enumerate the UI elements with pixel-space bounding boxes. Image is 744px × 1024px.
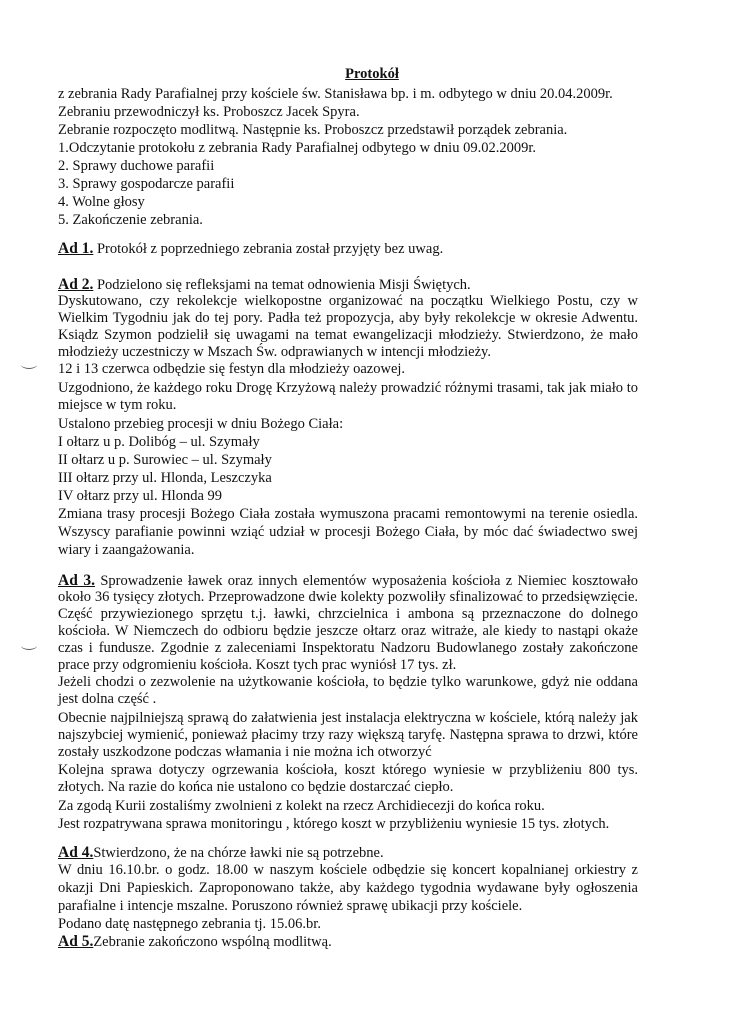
ad3-text: Sprowadzenie ławek oraz innych elementów wyposażenia kościoła z Niemiec kosztowało bbox=[95, 573, 638, 589]
ad4-line: parafialne i intencje mszalne. Poruszono również sprawę ubikacji przy kościele. bbox=[58, 898, 523, 914]
ad3-line: Kolejna sprawa dotyczy ogrzewania kościoła, koszt którego wyniesie w przybliżeniu 800 tys. bbox=[58, 762, 638, 778]
ad2-line: I ołtarz u p. Dolibóg – ul. Szymały bbox=[58, 434, 260, 450]
agenda-item: 3. Sprawy gospodarcze parafii bbox=[58, 176, 235, 192]
ad2-line: Wielkim Tygodniu jak do tej pory. Padła też propozycja, aby były rekolekcje w okresie Adwentu. bbox=[58, 310, 638, 326]
ad3-line: zostały uszkodzone podczas włamania i nie można ich otworzyć bbox=[58, 744, 432, 760]
ad3-line: Jeżeli chodzi o zezwolenie na użytkowanie kościoła, to będzie tylko warunkowe, gdyż nie oddana bbox=[58, 674, 638, 690]
ad4-line bbox=[58, 844, 638, 862]
ad3-line: jest dolna część . bbox=[58, 691, 157, 707]
ad3-line: Jest rozpatrywana sprawa monitoringu , którego koszt w przybliżeniu wyniesie 15 tys. złotych. bbox=[58, 816, 610, 832]
ad2-line: III ołtarz przy ul. Hlonda, Leszczyka bbox=[58, 470, 272, 486]
ad2-line: II ołtarz u p. Surowiec – ul. Szymały bbox=[58, 452, 272, 468]
ad2-line: młodzieży uczestniczy w Mszach Św. odprawianych w intencji młodzieży. bbox=[58, 344, 491, 360]
ad2-line: Wszyscy parafianie powinni wziąć udział w procesji Bożego Ciała, by móc dać świadectwo swej bbox=[58, 524, 638, 540]
ad3-line bbox=[58, 572, 638, 590]
ad3-line: Obecnie najpilniejszą sprawą do załatwienia jest instalacja elektryczna w kościele, którą należy jak bbox=[58, 710, 638, 726]
ad3-heading: Ad 3. bbox=[58, 572, 96, 589]
ad2-line bbox=[58, 276, 638, 294]
agenda-item: 4. Wolne głosy bbox=[58, 194, 145, 210]
intro-line: Zebranie rozpoczęto modlitwą. Następnie ks. Proboszcz przedstawił porządek zebrania. bbox=[58, 122, 568, 138]
ad2-line: miejsce w tym roku. bbox=[58, 397, 177, 413]
document-title: Protokół bbox=[345, 66, 399, 82]
intro-line: z zebrania Rady Parafialnej przy kościele św. Stanisława bp. i m. odbytego w dniu 20.04.2009r. bbox=[58, 86, 613, 102]
ad2-line: Ustalono przebieg procesji w dniu Bożego Ciała: bbox=[58, 416, 344, 432]
ad1-line bbox=[58, 240, 638, 258]
ad3-line: kościoła. W Niemczech do odbioru będzie jeszcze ołtarz oraz witraże, ale kiedy to nastąpi okaże bbox=[58, 623, 638, 639]
ad1-text: Protokół z poprzedniego zebrania został przyjęty bez uwag. bbox=[93, 241, 444, 257]
ad2-line: Dyskutowano, czy rekolekcje wielkopostne organizować na początku Wielkiego Postu, czy w bbox=[58, 293, 638, 309]
ad2-text: Podzielono się refleksjami na temat odnowienia Misji Świętych. bbox=[93, 277, 471, 293]
ad5-text: Zebranie zakończono wspólną modlitwą. bbox=[93, 934, 332, 950]
ad4-text: Stwierdzono, że na chórze ławki nie są potrzebne. bbox=[93, 845, 384, 861]
ad2-line: wiary i zaangażowania. bbox=[58, 542, 195, 558]
ad2-line: IV ołtarz przy ul. Hlonda 99 bbox=[58, 488, 223, 504]
ad3-line: prace przy odgromieniu kościoła. Koszt tych prac wyniósł 17 tys. zł. bbox=[58, 657, 457, 673]
ad1-heading: Ad 1. bbox=[58, 240, 94, 257]
intro-line: Zebraniu przewodniczył ks. Proboszcz Jacek Spyra. bbox=[58, 104, 360, 120]
ad3-line: czas i fundusze. Zgodnie z zaleceniami Inspektoratu Nadzoru Budowlanego zostały zakończone bbox=[58, 640, 638, 656]
agenda-item: 2. Sprawy duchowe parafii bbox=[58, 158, 215, 174]
ad2-heading: Ad 2. bbox=[58, 276, 94, 293]
ad4-heading: Ad 4. bbox=[58, 844, 94, 861]
ad2-line: 12 i 13 czerwca odbędzie się festyn dla młodzieży oazowej. bbox=[58, 361, 406, 377]
ad3-line: około 36 tysięcy złotych. Przeprowadzone dwie kolekty pozwoliły sfinalizować to przedsięwzięcie. bbox=[58, 589, 638, 605]
ad2-line: Ksiądz Szymon podzielił się uwagami na temat ewangelizacji młodzieży. Stwierdzono, że mało bbox=[58, 327, 638, 343]
ad5-heading: Ad 5. bbox=[58, 933, 94, 950]
margin-mark bbox=[21, 641, 37, 650]
ad4-line: W dniu 16.10.br. o godz. 18.00 w naszym kościele odbędzie się koncert kopalnianej orkiestry z bbox=[58, 862, 638, 878]
agenda-item: 5. Zakończenie zebrania. bbox=[58, 212, 203, 228]
ad5-line bbox=[58, 933, 638, 951]
ad2-line: Uzgodniono, że każdego roku Drogę Krzyżową należy prowadzić różnymi trasami, tak jak miało to bbox=[58, 380, 638, 396]
ad3-line: najszybciej wymienić, ponieważ płacimy trzy razy większą taryfę. Następna sprawa to drzwi, które bbox=[58, 727, 638, 743]
ad4-line: Podano datę następnego zebrania tj. 15.06.br. bbox=[58, 916, 321, 932]
ad3-line: złotych. Na razie do końca nie ustalono co będzie dostarczać ciepło. bbox=[58, 779, 454, 795]
ad4-line: okazji Dni Papieskich. Zaproponowano także, aby każdego tygodnia wydawane były ogłoszenia bbox=[58, 880, 638, 896]
agenda-item: 1.Odczytanie protokołu z zebrania Rady Parafialnej odbytego w dniu 09.02.2009r. bbox=[58, 140, 536, 156]
ad3-line: Część przywiezionego sprzętu t.j. ławki, chrzcielnica i ambona są przeznaczone do dolnego bbox=[58, 606, 638, 622]
margin-mark bbox=[21, 360, 37, 369]
ad3-line: Za zgodą Kurii zostaliśmy zwolnieni z kolekt na rzecz Archidiecezji do końca roku. bbox=[58, 798, 545, 814]
ad2-line: Zmiana trasy procesji Bożego Ciała została wymuszona pracami remontowymi na terenie osiedla. bbox=[58, 506, 638, 522]
